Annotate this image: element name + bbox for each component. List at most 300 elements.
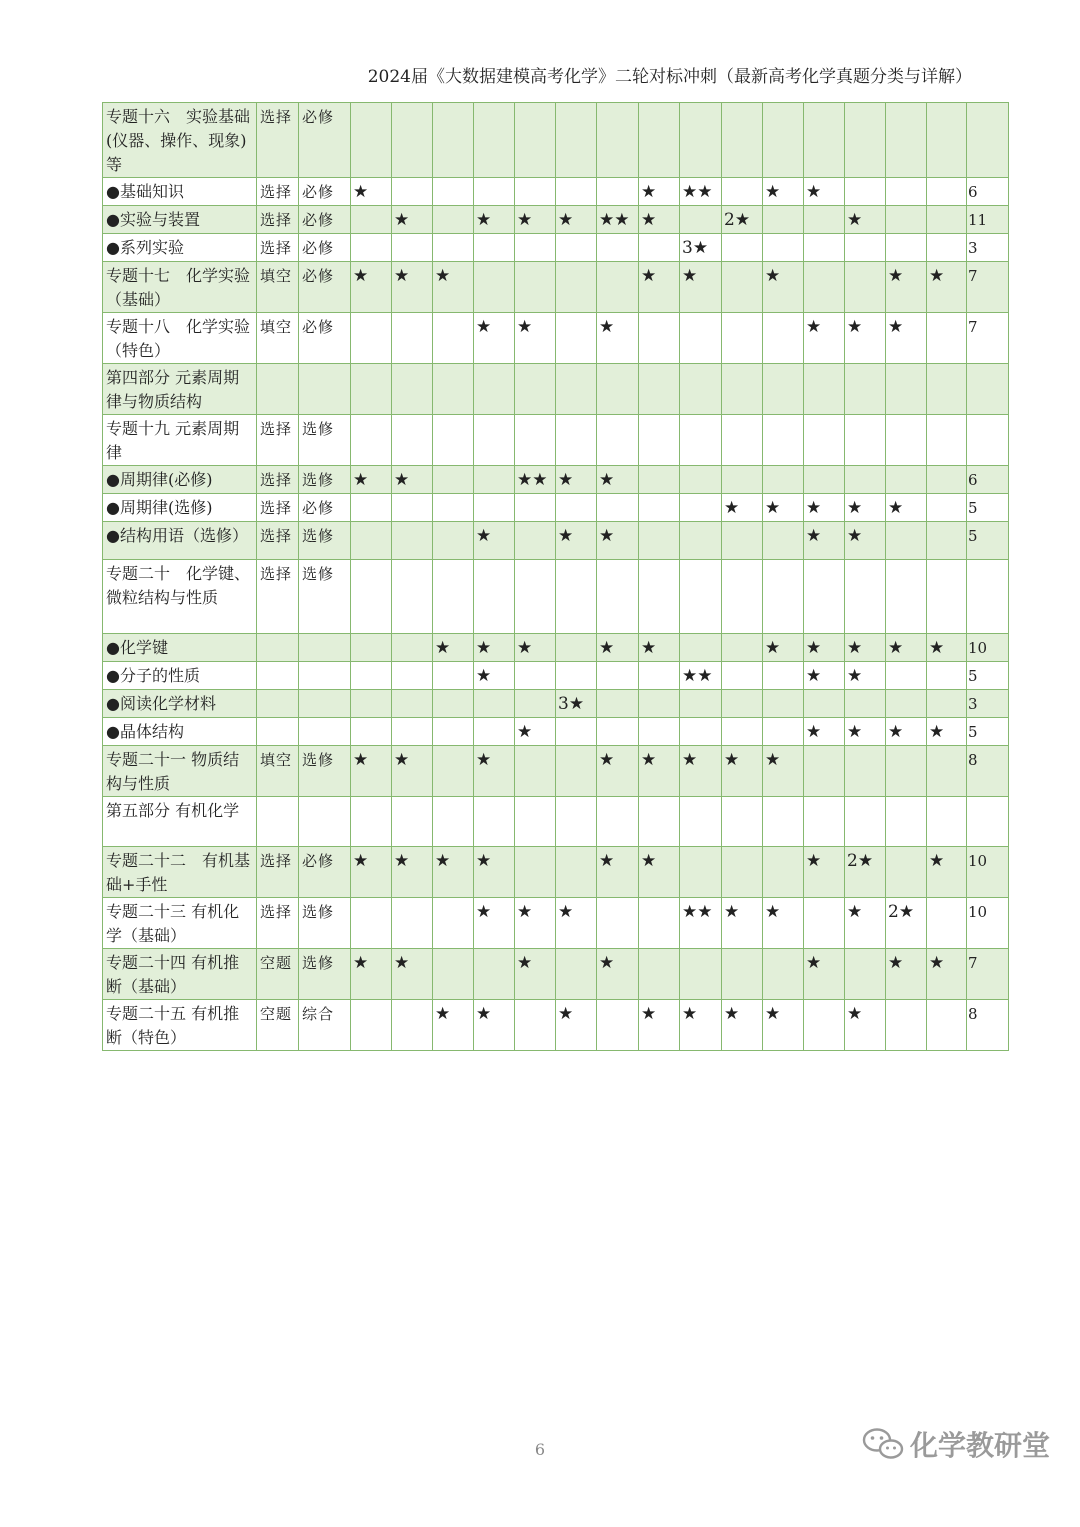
frequency-mark-cell (556, 718, 597, 746)
total-count-cell: 5 (967, 718, 1009, 746)
frequency-mark-cell (433, 494, 474, 522)
frequency-mark-cell (927, 746, 967, 797)
frequency-mark-cell (474, 178, 515, 206)
total-count-cell (967, 797, 1009, 847)
frequency-mark-cell (351, 494, 392, 522)
frequency-mark-cell (392, 415, 433, 466)
frequency-mark-cell (392, 313, 433, 364)
frequency-mark-cell (474, 415, 515, 466)
frequency-mark-cell (680, 718, 722, 746)
question-type-cell (257, 634, 299, 662)
question-type-cell: 选择 (257, 560, 299, 634)
table-row (103, 262, 1009, 313)
frequency-mark-cell (392, 178, 433, 206)
frequency-mark-cell (763, 103, 804, 178)
frequency-mark-cell (515, 234, 556, 262)
table-row (103, 797, 1009, 847)
frequency-mark-cell (804, 234, 845, 262)
frequency-mark-cell (886, 746, 927, 797)
table-row (103, 1000, 1009, 1051)
frequency-mark-cell (680, 797, 722, 847)
topic-label-cell: 专题二十四 有机推断（基础） (103, 949, 257, 1000)
frequency-mark-cell (927, 898, 967, 949)
topic-label-cell: ●基础知识 (103, 178, 257, 206)
frequency-mark-cell (392, 560, 433, 634)
frequency-mark-cell: ★ (392, 746, 433, 797)
question-type-cell (257, 690, 299, 718)
frequency-mark-cell (597, 364, 639, 415)
frequency-mark-cell: ★ (556, 206, 597, 234)
frequency-mark-cell: 2★ (722, 206, 763, 234)
frequency-mark-cell (845, 178, 886, 206)
frequency-mark-cell (639, 560, 680, 634)
frequency-mark-cell: ★ (804, 178, 845, 206)
total-count-cell: 5 (967, 662, 1009, 690)
table-row (103, 662, 1009, 690)
frequency-mark-cell (556, 847, 597, 898)
frequency-mark-cell (639, 364, 680, 415)
frequency-mark-cell (845, 103, 886, 178)
frequency-mark-cell (351, 634, 392, 662)
total-count-cell: 11 (967, 206, 1009, 234)
topic-label-cell: ●分子的性质 (103, 662, 257, 690)
total-count-cell: 3 (967, 690, 1009, 718)
frequency-mark-cell (927, 206, 967, 234)
frequency-mark-cell: ★ (722, 494, 763, 522)
frequency-mark-cell: ★ (763, 1000, 804, 1051)
course-category-cell: 选修 (299, 949, 351, 1000)
frequency-mark-cell: ★ (763, 634, 804, 662)
frequency-mark-cell: ★ (886, 313, 927, 364)
frequency-mark-cell: ★ (351, 847, 392, 898)
frequency-mark-cell: ★★ (680, 898, 722, 949)
frequency-mark-cell (351, 560, 392, 634)
frequency-mark-cell (680, 690, 722, 718)
frequency-mark-cell (886, 522, 927, 560)
frequency-mark-cell (433, 313, 474, 364)
frequency-mark-cell (515, 103, 556, 178)
frequency-mark-cell: ★ (927, 847, 967, 898)
total-count-cell: 7 (967, 262, 1009, 313)
frequency-mark-cell (763, 206, 804, 234)
frequency-mark-cell: ★ (474, 206, 515, 234)
frequency-mark-cell (722, 103, 763, 178)
frequency-mark-cell (763, 847, 804, 898)
frequency-mark-cell: ★ (763, 746, 804, 797)
frequency-mark-cell (515, 364, 556, 415)
frequency-mark-cell (886, 560, 927, 634)
total-count-cell: 10 (967, 634, 1009, 662)
frequency-mark-cell (639, 797, 680, 847)
table-row (103, 206, 1009, 234)
frequency-mark-cell (763, 234, 804, 262)
question-type-cell: 选择 (257, 178, 299, 206)
frequency-mark-cell: ★ (515, 313, 556, 364)
frequency-mark-cell (722, 262, 763, 313)
frequency-mark-cell: ★ (804, 847, 845, 898)
frequency-mark-cell (392, 1000, 433, 1051)
question-type-cell: 填空 (257, 313, 299, 364)
frequency-mark-cell: ★ (722, 898, 763, 949)
course-category-cell: 综合 (299, 1000, 351, 1051)
frequency-mark-cell (597, 103, 639, 178)
frequency-mark-cell (639, 234, 680, 262)
frequency-mark-cell (556, 560, 597, 634)
question-type-cell: 选择 (257, 103, 299, 178)
frequency-mark-cell (433, 662, 474, 690)
frequency-mark-cell (556, 494, 597, 522)
frequency-mark-cell: 3★ (556, 690, 597, 718)
frequency-mark-cell (392, 494, 433, 522)
frequency-mark-cell: ★ (474, 522, 515, 560)
frequency-mark-cell (927, 1000, 967, 1051)
frequency-mark-cell (433, 797, 474, 847)
course-category-cell (299, 634, 351, 662)
course-category-cell: 必修 (299, 494, 351, 522)
topic-label-cell: 专题二十 化学键、微粒结构与性质 (103, 560, 257, 634)
table-row (103, 364, 1009, 415)
question-type-cell (257, 364, 299, 415)
frequency-mark-cell: 3★ (680, 234, 722, 262)
frequency-mark-cell: ★ (474, 746, 515, 797)
topic-label-cell: 专题十九 元素周期律 (103, 415, 257, 466)
frequency-mark-cell: ★ (351, 949, 392, 1000)
frequency-mark-cell (680, 560, 722, 634)
page-header-title: 2024届《大数据建模高考化学》二轮对标冲刺（最新高考化学真题分类与详解） (367, 67, 972, 87)
frequency-mark-cell (474, 262, 515, 313)
frequency-mark-cell (433, 718, 474, 746)
frequency-mark-cell (886, 662, 927, 690)
topic-label-cell: ●阅读化学材料 (103, 690, 257, 718)
frequency-mark-cell (351, 234, 392, 262)
frequency-mark-cell (845, 746, 886, 797)
table-row (103, 234, 1009, 262)
frequency-mark-cell: ★ (804, 313, 845, 364)
course-category-cell: 必修 (299, 178, 351, 206)
frequency-mark-cell (804, 1000, 845, 1051)
frequency-mark-cell (515, 1000, 556, 1051)
course-category-cell (299, 690, 351, 718)
frequency-mark-cell (804, 364, 845, 415)
frequency-mark-cell (474, 718, 515, 746)
frequency-mark-cell (639, 466, 680, 494)
frequency-mark-cell (886, 847, 927, 898)
topic-label-cell: ●化学键 (103, 634, 257, 662)
topic-label-cell: 第四部分 元素周期律与物质结构 (103, 364, 257, 415)
frequency-mark-cell (597, 560, 639, 634)
frequency-mark-cell (722, 364, 763, 415)
table-row (103, 103, 1009, 178)
frequency-mark-cell (392, 103, 433, 178)
frequency-mark-cell (433, 234, 474, 262)
topic-label-cell: 专题二十五 有机推断（特色） (103, 1000, 257, 1051)
frequency-mark-cell: ★ (639, 847, 680, 898)
frequency-mark-cell (433, 949, 474, 1000)
frequency-mark-cell (886, 178, 927, 206)
frequency-mark-cell (886, 1000, 927, 1051)
frequency-mark-cell (556, 949, 597, 1000)
frequency-mark-cell (639, 415, 680, 466)
frequency-mark-cell: ★ (886, 634, 927, 662)
frequency-mark-cell (351, 718, 392, 746)
frequency-mark-cell: ★ (927, 718, 967, 746)
frequency-mark-cell: ★ (639, 1000, 680, 1051)
frequency-mark-cell (433, 364, 474, 415)
topic-label-cell: 专题二十二 有机基础+手性 (103, 847, 257, 898)
frequency-mark-cell (351, 415, 392, 466)
course-category-cell (299, 662, 351, 690)
course-category-cell (299, 364, 351, 415)
frequency-mark-cell (680, 634, 722, 662)
frequency-mark-cell (680, 364, 722, 415)
frequency-mark-cell (639, 662, 680, 690)
total-count-cell: 7 (967, 949, 1009, 1000)
frequency-mark-cell: 2★ (845, 847, 886, 898)
frequency-mark-cell (392, 718, 433, 746)
frequency-mark-cell (639, 690, 680, 718)
frequency-mark-cell (639, 494, 680, 522)
frequency-mark-cell (886, 234, 927, 262)
frequency-mark-cell: ★ (597, 522, 639, 560)
frequency-mark-cell: ★★ (515, 466, 556, 494)
frequency-mark-cell: ★★ (680, 178, 722, 206)
frequency-mark-cell (515, 560, 556, 634)
frequency-mark-cell (515, 746, 556, 797)
frequency-mark-cell: ★ (597, 313, 639, 364)
frequency-mark-cell: ★ (845, 1000, 886, 1051)
frequency-mark-cell (804, 746, 845, 797)
frequency-mark-cell (556, 234, 597, 262)
frequency-mark-cell (597, 494, 639, 522)
question-type-cell: 空题 (257, 949, 299, 1000)
frequency-mark-cell (927, 178, 967, 206)
frequency-mark-cell: ★ (556, 466, 597, 494)
frequency-mark-cell (351, 103, 392, 178)
frequency-mark-cell: ★ (392, 206, 433, 234)
frequency-mark-cell (515, 522, 556, 560)
question-type-cell: 选择 (257, 898, 299, 949)
frequency-mark-cell: ★ (845, 634, 886, 662)
frequency-mark-cell: ★ (845, 494, 886, 522)
frequency-mark-cell (722, 662, 763, 690)
frequency-mark-cell (763, 466, 804, 494)
frequency-mark-cell: ★ (845, 662, 886, 690)
course-category-cell: 选修 (299, 746, 351, 797)
frequency-mark-cell (639, 313, 680, 364)
question-type-cell (257, 797, 299, 847)
frequency-mark-cell (722, 415, 763, 466)
frequency-mark-cell: ★ (763, 494, 804, 522)
frequency-mark-cell (351, 898, 392, 949)
table-row (103, 746, 1009, 797)
frequency-mark-cell: ★ (804, 634, 845, 662)
frequency-mark-cell (845, 262, 886, 313)
frequency-mark-cell (597, 234, 639, 262)
frequency-mark-cell: ★ (433, 634, 474, 662)
question-type-cell: 填空 (257, 746, 299, 797)
frequency-mark-cell (474, 234, 515, 262)
table-row (103, 178, 1009, 206)
frequency-mark-cell (680, 103, 722, 178)
frequency-mark-cell: ★ (474, 662, 515, 690)
frequency-mark-cell (556, 103, 597, 178)
frequency-mark-cell: ★ (804, 718, 845, 746)
topic-label-cell: ●周期律(选修) (103, 494, 257, 522)
frequency-mark-cell (927, 103, 967, 178)
frequency-mark-cell: ★ (556, 1000, 597, 1051)
topic-label-cell: ●结构用语（选修） (103, 522, 257, 560)
frequency-mark-cell (927, 662, 967, 690)
topic-label-cell: 专题十八 化学实验（特色） (103, 313, 257, 364)
frequency-mark-cell (927, 313, 967, 364)
frequency-mark-cell (515, 797, 556, 847)
frequency-mark-cell (886, 690, 927, 718)
frequency-mark-cell: ★ (763, 898, 804, 949)
frequency-mark-cell: ★ (680, 262, 722, 313)
topic-label-cell: ●周期律(必修) (103, 466, 257, 494)
frequency-mark-cell: ★ (886, 494, 927, 522)
question-type-cell: 选择 (257, 234, 299, 262)
frequency-mark-cell: ★ (515, 949, 556, 1000)
frequency-mark-cell (763, 662, 804, 690)
frequency-mark-cell: ★ (639, 634, 680, 662)
frequency-mark-cell: ★ (597, 634, 639, 662)
frequency-mark-cell (556, 415, 597, 466)
frequency-mark-cell: 2★ (886, 898, 927, 949)
course-category-cell: 必修 (299, 234, 351, 262)
frequency-mark-cell: ★ (804, 662, 845, 690)
frequency-mark-cell (845, 466, 886, 494)
frequency-mark-cell: ★ (722, 746, 763, 797)
frequency-mark-cell: ★ (433, 847, 474, 898)
frequency-mark-cell: ★ (597, 746, 639, 797)
frequency-mark-cell (392, 522, 433, 560)
topic-label-cell: 专题二十三 有机化学（基础） (103, 898, 257, 949)
frequency-mark-cell: ★ (722, 1000, 763, 1051)
frequency-mark-cell (351, 313, 392, 364)
frequency-mark-cell (433, 690, 474, 718)
frequency-mark-cell (433, 466, 474, 494)
frequency-mark-cell: ★ (474, 313, 515, 364)
frequency-mark-cell (639, 898, 680, 949)
frequency-mark-cell (433, 746, 474, 797)
frequency-mark-cell (639, 718, 680, 746)
frequency-mark-cell (556, 662, 597, 690)
frequency-mark-cell (927, 560, 967, 634)
frequency-mark-cell (639, 103, 680, 178)
frequency-mark-cell: ★ (763, 262, 804, 313)
topic-label-cell: 专题二十一 物质结构与性质 (103, 746, 257, 797)
frequency-mark-cell: ★ (804, 522, 845, 560)
frequency-mark-cell (556, 313, 597, 364)
course-category-cell: 必修 (299, 313, 351, 364)
frequency-mark-cell (639, 949, 680, 1000)
page-number: 6 (534, 1440, 546, 1459)
frequency-mark-cell (597, 178, 639, 206)
question-type-cell (257, 718, 299, 746)
frequency-mark-cell (722, 949, 763, 1000)
frequency-mark-cell (845, 415, 886, 466)
frequency-mark-cell (392, 364, 433, 415)
frequency-mark-cell (515, 494, 556, 522)
frequency-mark-cell (597, 662, 639, 690)
frequency-mark-cell (886, 103, 927, 178)
topic-label-cell: ●实验与装置 (103, 206, 257, 234)
topic-statistics-table (102, 102, 1009, 1051)
frequency-mark-cell (886, 415, 927, 466)
frequency-mark-cell: ★ (556, 522, 597, 560)
frequency-mark-cell: ★ (351, 746, 392, 797)
frequency-mark-cell: ★ (639, 746, 680, 797)
frequency-mark-cell (722, 313, 763, 364)
frequency-mark-cell (515, 662, 556, 690)
frequency-mark-cell (845, 797, 886, 847)
frequency-mark-cell (351, 690, 392, 718)
frequency-mark-cell (680, 466, 722, 494)
question-type-cell: 选择 (257, 206, 299, 234)
total-count-cell: 5 (967, 494, 1009, 522)
question-type-cell: 选择 (257, 847, 299, 898)
frequency-mark-cell (886, 364, 927, 415)
frequency-mark-cell (680, 206, 722, 234)
frequency-mark-cell: ★ (886, 949, 927, 1000)
table-row (103, 949, 1009, 1000)
frequency-mark-cell: ★ (556, 898, 597, 949)
frequency-mark-cell: ★ (474, 898, 515, 949)
frequency-mark-cell (722, 690, 763, 718)
course-category-cell: 必修 (299, 262, 351, 313)
topic-label-cell: 第五部分 有机化学 (103, 797, 257, 847)
frequency-mark-cell: ★ (515, 898, 556, 949)
course-category-cell: 选修 (299, 560, 351, 634)
frequency-mark-cell (433, 206, 474, 234)
frequency-mark-cell (597, 718, 639, 746)
question-type-cell: 选择 (257, 415, 299, 466)
frequency-mark-cell (639, 522, 680, 560)
total-count-cell: 10 (967, 898, 1009, 949)
total-count-cell: 6 (967, 466, 1009, 494)
frequency-mark-cell (763, 522, 804, 560)
frequency-mark-cell: ★ (639, 262, 680, 313)
frequency-mark-cell (351, 364, 392, 415)
frequency-mark-cell: ★ (845, 313, 886, 364)
frequency-mark-cell (804, 898, 845, 949)
frequency-mark-cell: ★ (515, 718, 556, 746)
watermark (862, 1424, 1050, 1464)
frequency-mark-cell (763, 718, 804, 746)
topic-label-cell: 专题十七 化学实验（基础） (103, 262, 257, 313)
frequency-mark-cell: ★ (886, 718, 927, 746)
frequency-mark-cell (845, 949, 886, 1000)
frequency-mark-cell (392, 234, 433, 262)
total-count-cell: 8 (967, 1000, 1009, 1051)
frequency-mark-cell (474, 560, 515, 634)
frequency-mark-cell (392, 797, 433, 847)
frequency-mark-cell (845, 690, 886, 718)
table-row (103, 718, 1009, 746)
frequency-mark-cell: ★ (597, 466, 639, 494)
table-row (103, 847, 1009, 898)
frequency-mark-cell (763, 560, 804, 634)
frequency-mark-cell (474, 690, 515, 718)
course-category-cell: 选修 (299, 415, 351, 466)
frequency-mark-cell (804, 797, 845, 847)
course-category-cell: 选修 (299, 466, 351, 494)
frequency-mark-cell (763, 690, 804, 718)
frequency-mark-cell (351, 797, 392, 847)
frequency-mark-cell (722, 234, 763, 262)
frequency-mark-cell (680, 949, 722, 1000)
